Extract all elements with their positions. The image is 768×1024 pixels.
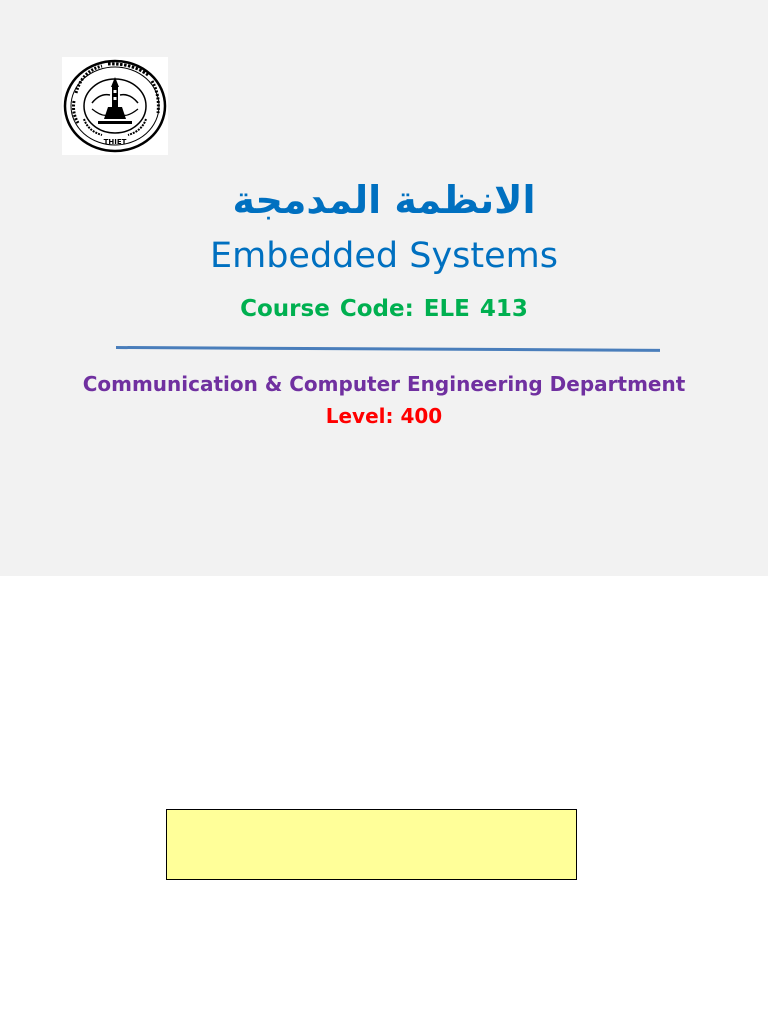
institute-logo: [62, 57, 168, 155]
course-title: Embedded Systems: [209, 236, 559, 276]
arabic-course-title: الانظمة المدمجة: [232, 178, 536, 222]
institute-seal-icon: [62, 57, 168, 155]
course-code: Course Code: ELE 413: [240, 296, 528, 322]
title-divider: [116, 346, 660, 352]
highlight-box: [166, 809, 577, 880]
department-name: Communication & Computer Engineering Department: [82, 372, 686, 396]
course-level: Level: 400: [325, 404, 443, 428]
svg-text:THIET: THIET: [103, 138, 127, 146]
